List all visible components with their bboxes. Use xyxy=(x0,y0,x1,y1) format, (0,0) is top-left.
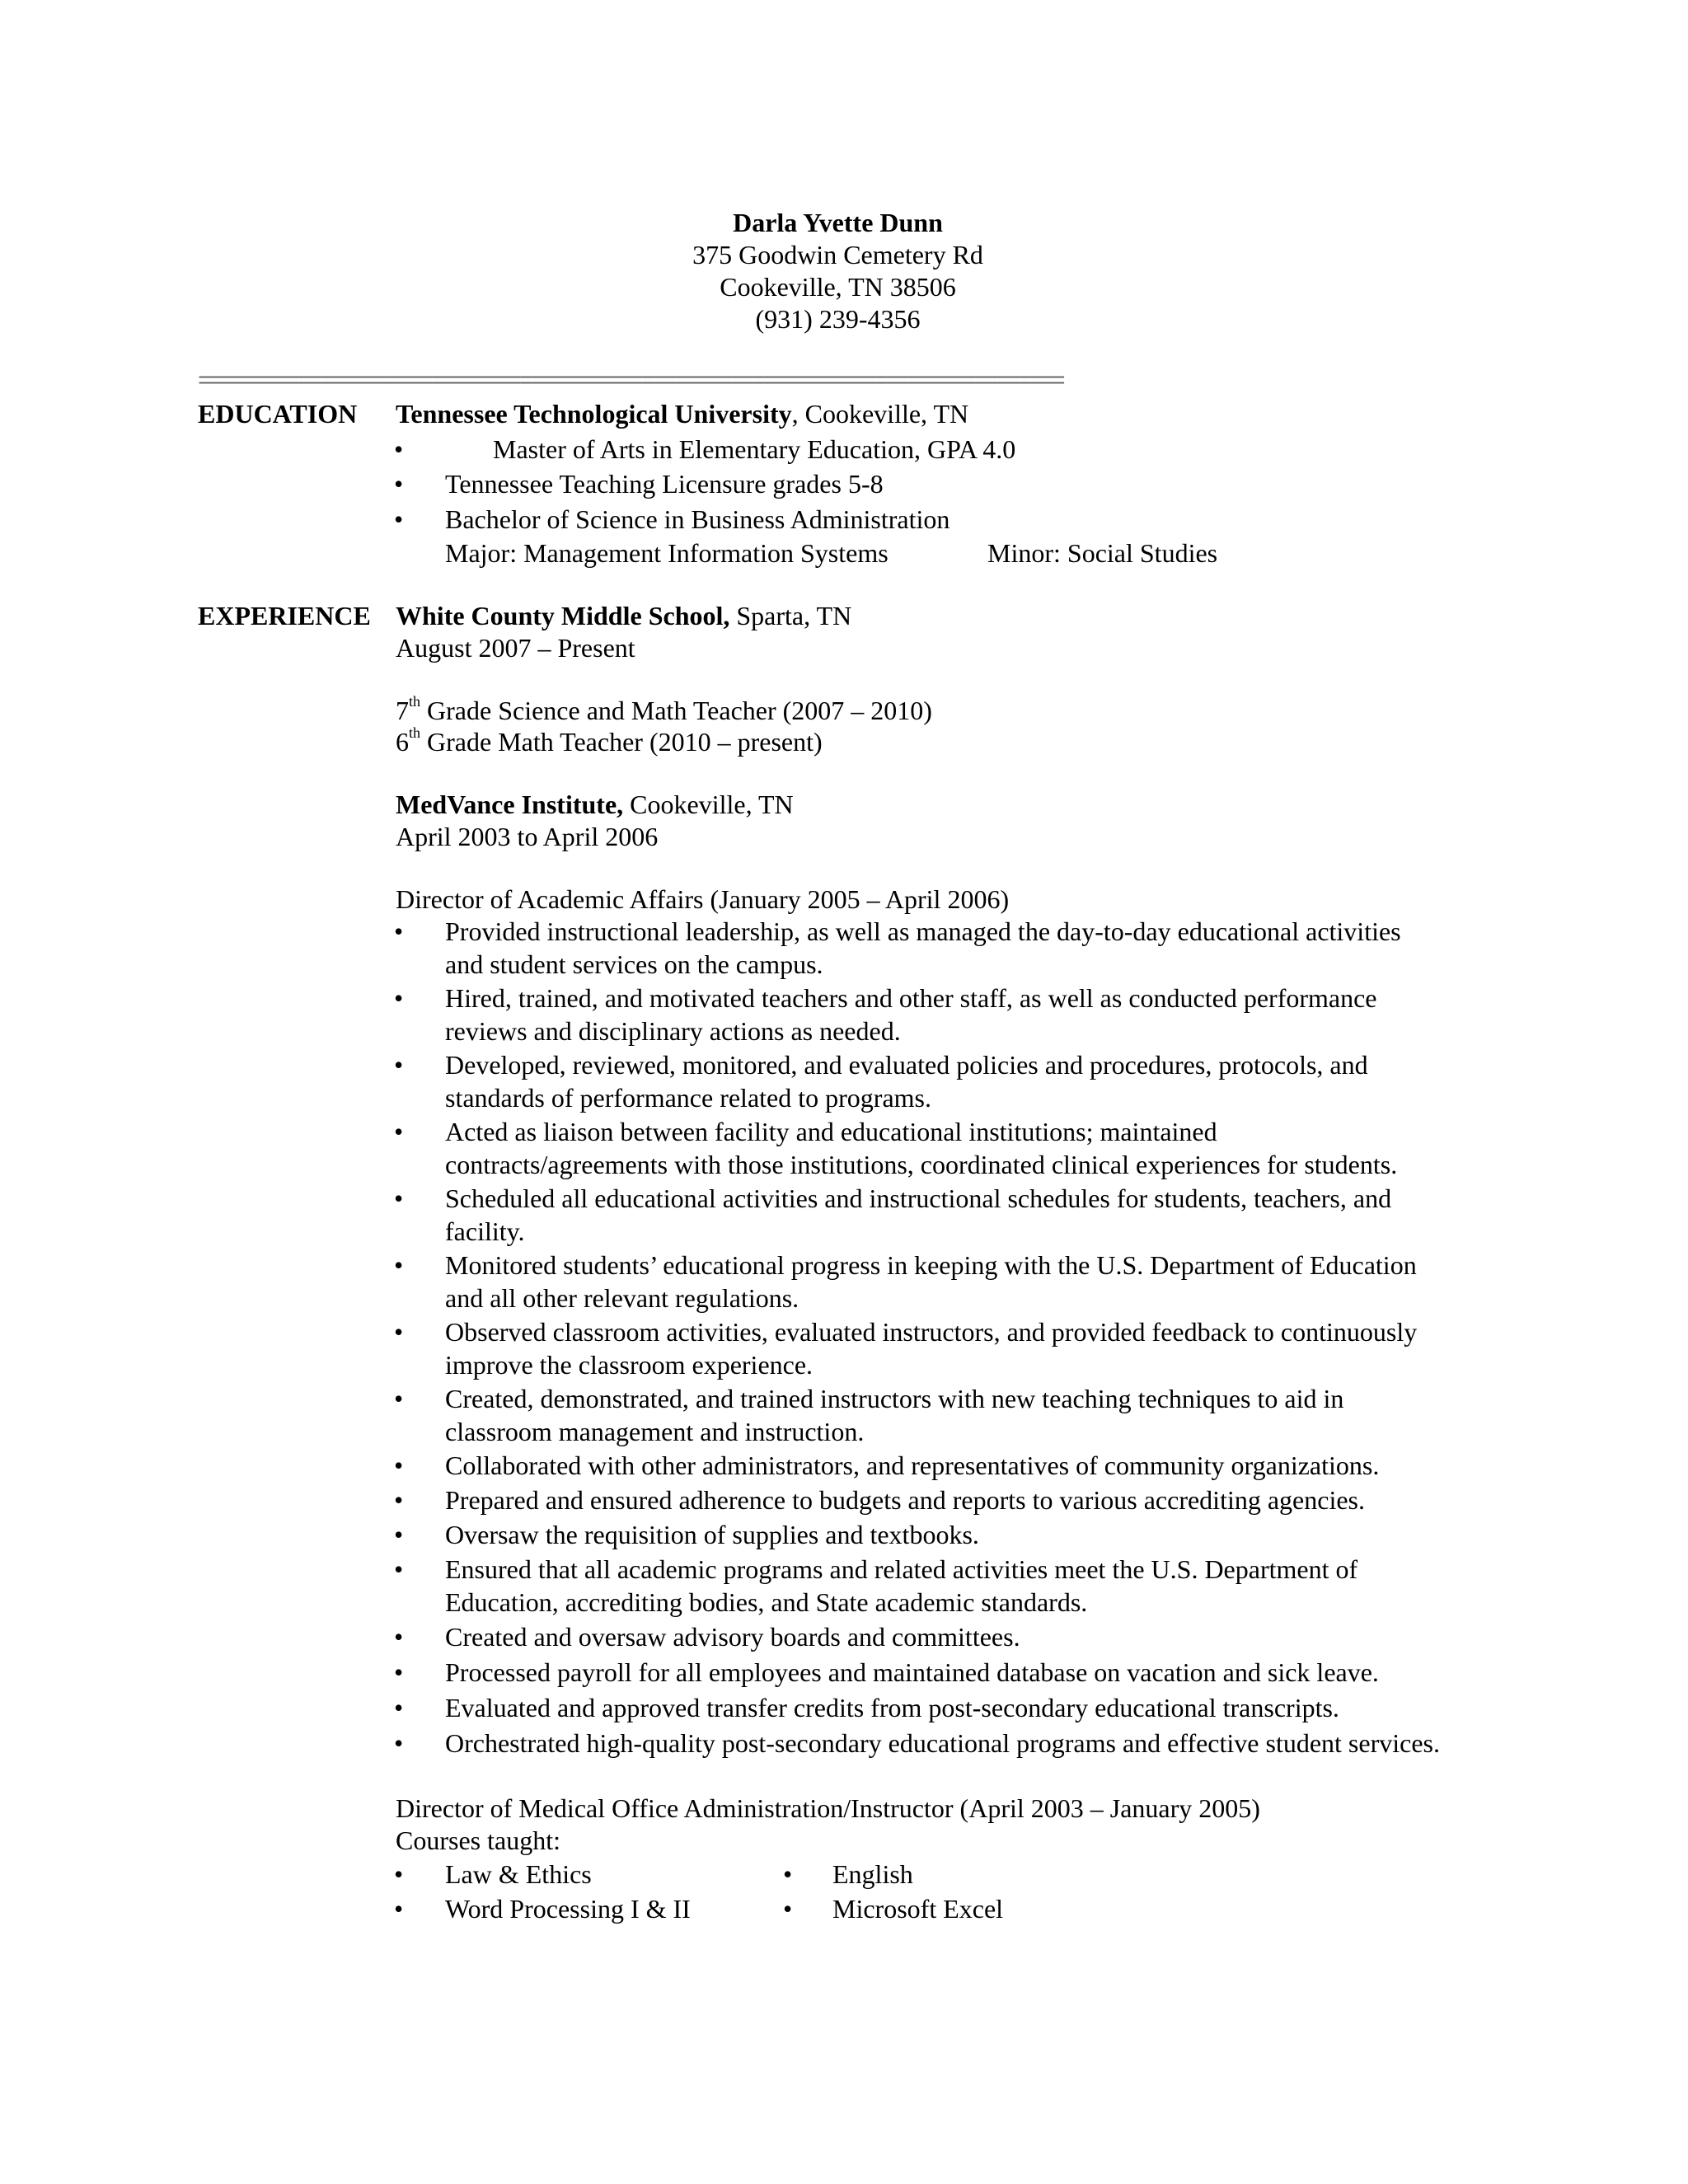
address-line-1: 375 Goodwin Cemetery Rd xyxy=(692,240,983,269)
job-position: Director of Medical Office Administration/Instructor (April 2003 – January 2005) xyxy=(396,1793,1260,1823)
job-employer-line xyxy=(396,788,794,821)
bullet-icon: • xyxy=(783,1859,793,1889)
bullet-icon: • xyxy=(394,1520,404,1549)
duty-line: Monitored students’ educational progress in keeping with the U.S. Department of Education xyxy=(445,1250,1417,1280)
education-major: Major: Management Information Systems xyxy=(445,538,889,568)
separator-rule: ============================================================================== xyxy=(198,369,1063,395)
duty-line: Oversaw the requisition of supplies and textbooks. xyxy=(445,1520,979,1549)
bullet-icon: • xyxy=(394,1622,404,1652)
duty-line: and student services on the campus. xyxy=(445,949,823,979)
courses-label: Courses taught: xyxy=(396,1825,560,1855)
bullet-icon: • xyxy=(394,1728,404,1758)
duty-line: Evaluated and approved transfer credits from post-secondary educational transcripts. xyxy=(445,1693,1339,1722)
job-location: Sparta, TN xyxy=(729,601,852,630)
duty-line: standards of performance related to programs. xyxy=(445,1083,931,1113)
course-item: Law & Ethics xyxy=(445,1859,592,1889)
duty-line: Created and oversaw advisory boards and committees. xyxy=(445,1622,1020,1652)
bullet-icon: • xyxy=(394,1250,404,1280)
education-minor: Minor: Social Studies xyxy=(987,538,1218,568)
education-school-location: , Cookeville, TN xyxy=(791,399,969,429)
bullet-icon: • xyxy=(394,916,404,946)
bullet-icon: • xyxy=(394,1117,404,1146)
address-line-2: Cookeville, TN 38506 xyxy=(720,272,956,302)
duty-line: Ensured that all academic programs and related activities meet the U.S. Department of xyxy=(445,1554,1358,1584)
role-title: Grade Math Teacher (2010 – present) xyxy=(420,727,823,757)
experience-heading: EXPERIENCE xyxy=(198,601,371,630)
duty-line: Scheduled all educational activities and instructional schedules for students, teachers, and xyxy=(445,1183,1392,1213)
duty-line: reviews and disciplinary actions as needed. xyxy=(445,1016,901,1046)
role-title: Grade Science and Math Teacher (2007 – 2010) xyxy=(420,696,932,725)
bullet-icon: • xyxy=(394,1050,404,1080)
duty-line: improve the classroom experience. xyxy=(445,1350,814,1380)
duty-line: Orchestrated high-quality post-secondary educational programs and effective student services. xyxy=(445,1728,1440,1758)
duty-line: Hired, trained, and motivated teachers and other staff, as well as conducted performance xyxy=(445,983,1377,1013)
education-school-line xyxy=(396,397,968,430)
education-item: Bachelor of Science in Business Administration xyxy=(445,504,950,534)
bullet-icon: • xyxy=(394,1859,404,1889)
role-grade-number: 6 xyxy=(396,727,409,757)
job-dates: August 2007 – Present xyxy=(396,633,635,663)
duty-line: contracts/agreements with those institutions, coordinated clinical experiences for students. xyxy=(445,1150,1398,1179)
bullet-icon: • xyxy=(394,983,404,1013)
bullet-icon: • xyxy=(394,1554,404,1584)
phone-number: (931) 239-4356 xyxy=(755,304,921,334)
duty-line: Provided instructional leadership, as well as managed the day-to-day educational activities xyxy=(445,916,1401,946)
duty-line: Processed payroll for all employees and maintained database on vacation and sick leave. xyxy=(445,1657,1379,1687)
duty-line: classroom management and instruction. xyxy=(445,1417,865,1446)
course-item: English xyxy=(832,1859,913,1889)
bullet-icon: • xyxy=(394,1894,404,1924)
education-item: Master of Arts in Elementary Education, GPA 4.0 xyxy=(493,434,1016,464)
role-grade-suffix: th xyxy=(409,724,421,742)
role-grade-number: 7 xyxy=(396,696,409,725)
duty-line: Developed, reviewed, monitored, and evaluated policies and procedures, protocols, and xyxy=(445,1050,1368,1080)
job-role xyxy=(396,725,823,758)
bullet-icon: • xyxy=(394,1384,404,1413)
job-dates: April 2003 to April 2006 xyxy=(396,822,659,851)
bullet-icon: • xyxy=(783,1894,793,1924)
role-grade-suffix: th xyxy=(409,693,421,710)
bullet-icon: • xyxy=(394,1317,404,1347)
bullet-icon: • xyxy=(394,469,404,499)
duty-line: Collaborated with other administrators, and representatives of community organizations. xyxy=(445,1451,1380,1480)
duty-line: Created, demonstrated, and trained instructors with new teaching techniques to aid in xyxy=(445,1384,1344,1413)
bullet-icon: • xyxy=(394,1183,404,1213)
job-employer: MedVance Institute, xyxy=(396,790,624,819)
education-item: Tennessee Teaching Licensure grades 5-8 xyxy=(445,469,884,499)
duty-line: Observed classroom activities, evaluated instructors, and provided feedback to continuously xyxy=(445,1317,1418,1347)
duty-line: Education, accrediting bodies, and State academic standards. xyxy=(445,1587,1088,1617)
duty-line: and all other relevant regulations. xyxy=(445,1283,799,1313)
duty-line: facility. xyxy=(445,1216,525,1246)
job-location: Cookeville, TN xyxy=(623,790,794,819)
job-employer-line xyxy=(396,599,851,632)
bullet-icon: • xyxy=(394,1657,404,1687)
bullet-icon: • xyxy=(394,1693,404,1722)
education-school: Tennessee Technological University xyxy=(396,399,792,429)
job-role xyxy=(396,694,932,727)
education-heading: EDUCATION xyxy=(198,399,358,429)
duty-line: Prepared and ensured adherence to budgets and reports to various accrediting agencies. xyxy=(445,1485,1365,1515)
resume-name: Darla Yvette Dunn xyxy=(733,208,943,237)
bullet-icon: • xyxy=(394,1451,404,1480)
job-employer: White County Middle School, xyxy=(396,601,730,630)
duty-line: Acted as liaison between facility and educational institutions; maintained xyxy=(445,1117,1217,1146)
job-position: Director of Academic Affairs (January 2005 – April 2006) xyxy=(396,884,1010,914)
course-item: Microsoft Excel xyxy=(832,1894,1004,1924)
bullet-icon: • xyxy=(394,434,404,464)
bullet-icon: • xyxy=(394,1485,404,1515)
course-item: Word Processing I & II xyxy=(445,1894,691,1924)
bullet-icon: • xyxy=(394,504,404,534)
